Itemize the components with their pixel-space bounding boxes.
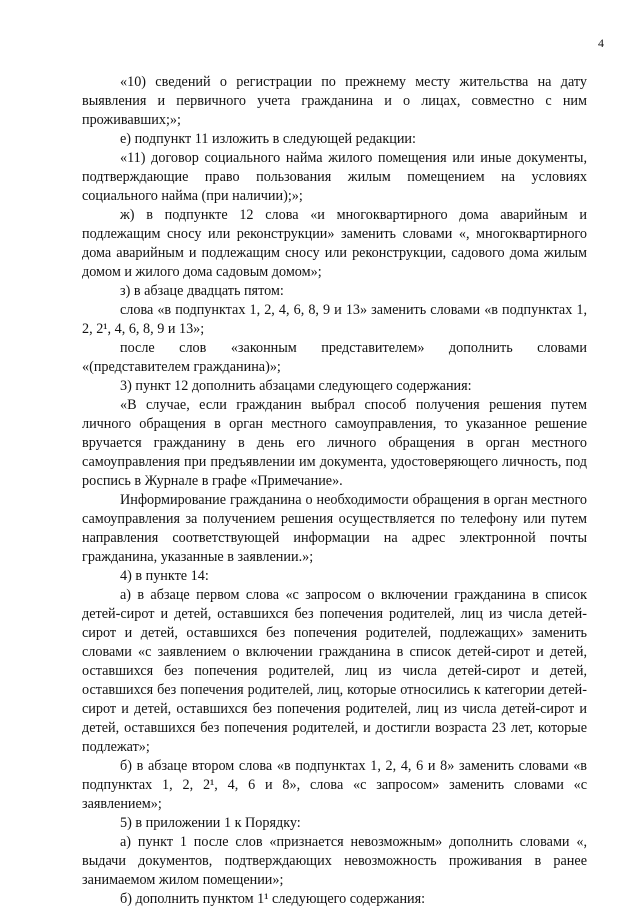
paragraph: е) подпункт 11 изложить в следующей редакции: <box>120 131 416 147</box>
paragraph: а) в абзаце первом слова «с запросом о включении гражданина в список детей-сирот и детей, оставшихся без попечения родителей, лиц из числа детей-сирот и детей, оставшихся без попечения родителей, подлежащих» заменить словами «с заявлением о включении гражданина в список детей-сирот и детей, оставшихся без попечения родителей, лиц из числа детей-сирот и детей, оставшихся без попечения родителей, лиц, которые относились к категории детей-сирот и детей, оставшихся без попечения родителей, лиц из числа детей-сирот и детей, оставшихся без попечения родителей, и достигли возраста 23 лет, которые подлежат»; <box>82 587 587 755</box>
paragraph: ж) в подпункте 12 слова «и многоквартирного дома аварийным и подлежащим сносу или реконструкции» заменить словами «, многоквартирного дома аварийным и подлежащим сносу или реконструкции, садового дома жилым домом и жилого дома садовым домом»; <box>82 207 587 280</box>
document-body <box>82 73 587 909</box>
paragraph: б) в абзаце втором слова «в подпунктах 1, 2, 4, 6 и 8» заменить словами «в подпунктах 1, 2, 2¹, 4, 6 и 8», слова «с запросом» заменить словами «с заявлением»; <box>82 758 587 812</box>
paragraph: Информирование гражданина о необходимости обращения в орган местного самоуправления за получением решения осуществляется по телефону или путем направления соответствующей информации на адрес электронной почты гражданина, указанные в заявлении.»; <box>82 492 587 565</box>
paragraph: 5) в приложении 1 к Порядку: <box>120 815 301 831</box>
paragraph: слова «в подпунктах 1, 2, 4, 6, 8, 9 и 13» заменить словами «в подпунктах 1, 2, 2¹, 4, 6, 8, 9 и 13»; <box>82 302 587 337</box>
paragraph: «В случае, если гражданин выбрал способ получения решения путем личного обращения в орган местного самоуправления, то указанное решение вручается гражданину в день его личного обращения в орган местного самоуправления при предъявлении им документа, удостоверяющего личность, под роспись в Журнале в графе «Примечание». <box>82 397 587 489</box>
paragraph: з) в абзаце двадцать пятом: <box>120 283 284 299</box>
paragraph: б) дополнить пунктом 1¹ следующего содержания: <box>120 891 426 907</box>
paragraph: «10) сведений о регистрации по прежнему месту жительства на дату выявления и первичного учета гражданина и о лицах, совместно с ним проживавших;»; <box>82 74 587 128</box>
paragraph: 4) в пункте 14: <box>120 568 209 584</box>
paragraph: 3) пункт 12 дополнить абзацами следующего содержания: <box>120 378 472 394</box>
paragraph: «11) договор социального найма жилого помещения или иные документы, подтверждающие право пользования жилым помещением на условиях социального найма (при наличии);»; <box>82 150 587 204</box>
paragraph: после слов «законным представителем» дополнить словами «(представителем гражданина)»; <box>82 340 587 375</box>
paragraph: а) пункт 1 после слов «признается невозможным» дополнить словами «, выдачи документов, подтверждающих невозможность проживания в ранее занимаемом жилом помещении»; <box>82 834 587 888</box>
page-number: 4 <box>598 36 604 50</box>
